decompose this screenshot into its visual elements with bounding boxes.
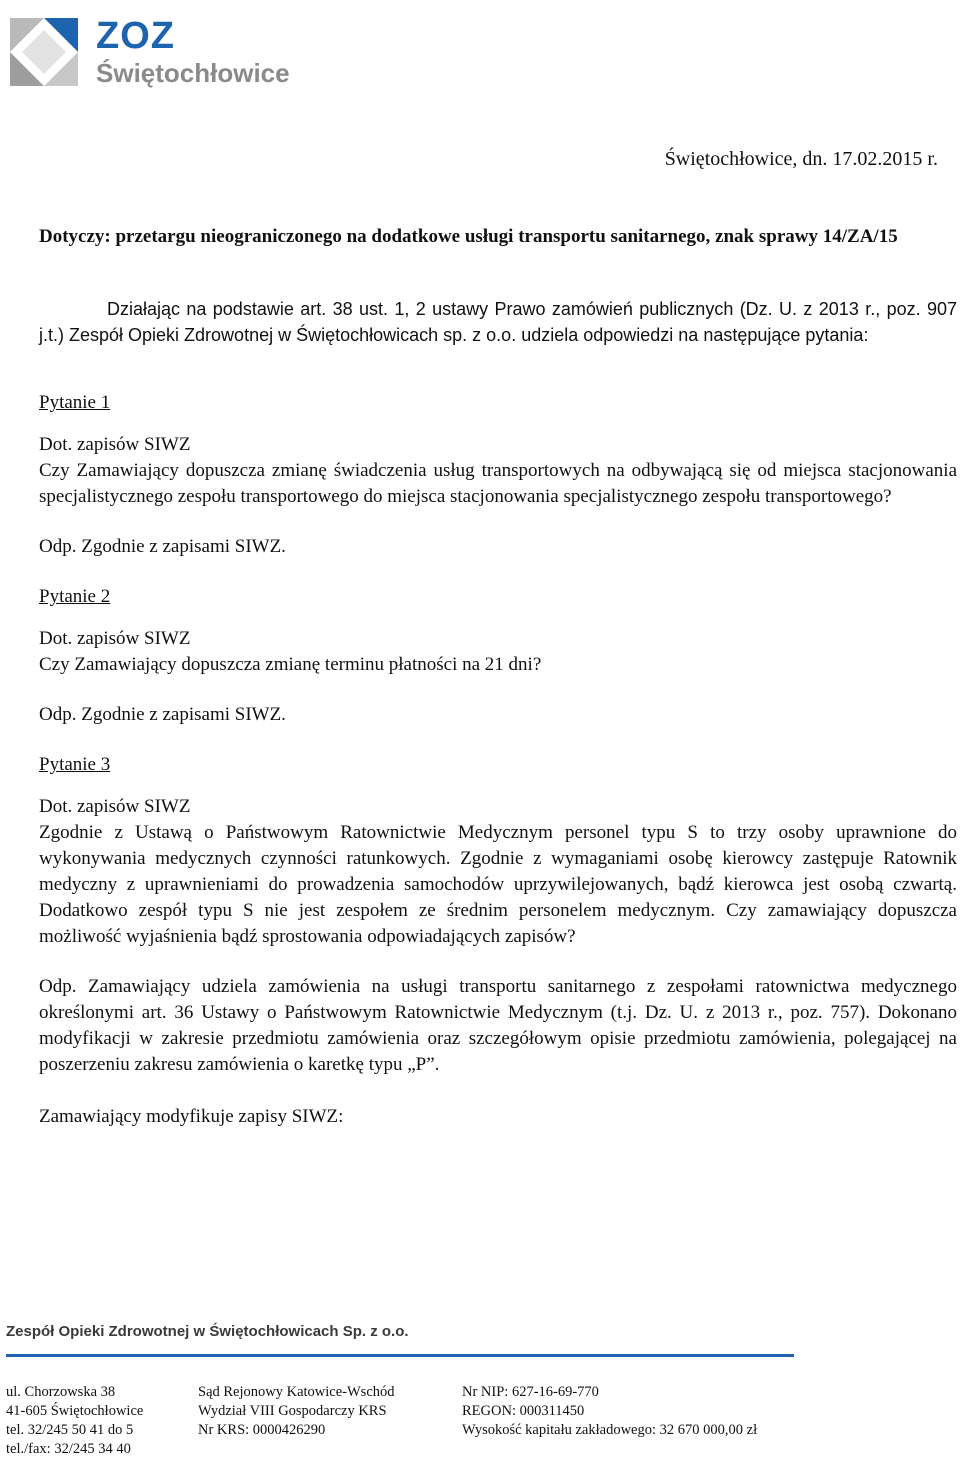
footer-registry-column: [462, 1383, 757, 1440]
question-2-ref: Dot. zapisów SIWZ: [39, 628, 191, 649]
zoz-logo-mark-icon: [6, 14, 82, 90]
footer-registry-line: REGON: 000311450: [462, 1403, 585, 1419]
question-1-title: Pytanie 1: [39, 392, 111, 413]
question-2-answer: Odp. Zgodnie z zapisami SIWZ.: [39, 704, 286, 725]
footer-court-line: Nr KRS: 0000426290: [198, 1422, 326, 1438]
footer-registry-line: Wysokość kapitału zakładowego: 32 670 000,00 zł: [462, 1422, 758, 1438]
question-2-block: [39, 626, 957, 678]
footer-divider: [6, 1354, 794, 1357]
footer-court-line: Wydział VIII Gospodarczy KRS: [198, 1403, 387, 1419]
document-body: [39, 224, 957, 1130]
question-1-text: Czy Zamawiający dopuszcza zmianę świadczenia usług transportowych na odbywającą się od miejsca stacjonowania specjalistycznego zespołu transportowego do miejsca stacjonowania specjalistycznego zespołu transportowego?: [39, 460, 957, 507]
question-1-ref: Dot. zapisów SIWZ: [39, 434, 191, 455]
footer-address-line: tel. 32/245 50 41 do 5: [6, 1422, 134, 1438]
footer-company-name: Zespół Opieki Zdrowotnej w Świętochłowicach Sp. z o.o.: [6, 1323, 409, 1340]
logo-title: ZOZ: [96, 15, 175, 57]
zoz-logo: [6, 12, 296, 92]
subject-line: Dotyczy: przetargu nieograniczonego na dodatkowe usługi transportu sanitarnego, znak sprawy 14/ZA/15: [39, 226, 898, 247]
intro-paragraph: Działając na podstawie art. 38 ust. 1, 2 ustawy Prawo zamówień publicznych (Dz. U. z 2013 r., poz. 907 j.t.) Zespół Opieki Zdrowotnej w Świętochłowicach sp. z o.o. udziela odpowiedzi na następujące pytania:: [39, 299, 957, 345]
footer-address-column: [6, 1383, 143, 1459]
question-3-title: Pytanie 3: [39, 754, 111, 775]
logo-subtitle: Świętochłowice: [96, 58, 290, 88]
document-date: Świętochłowice, dn. 17.02.2015 r.: [664, 148, 938, 170]
footer-address-line: tel./fax: 32/245 34 40: [6, 1441, 131, 1457]
question-2-text: Czy Zamawiający dopuszcza zmianę terminu płatności na 21 dni?: [39, 654, 542, 675]
question-3-ref: Dot. zapisów SIWZ: [39, 796, 191, 817]
question-2-title: Pytanie 2: [39, 586, 111, 607]
question-1-answer: Odp. Zgodnie z zapisami SIWZ.: [39, 536, 286, 557]
question-3-text: Zgodnie z Ustawą o Państwowym Ratownictwie Medycznym personel typu S to trzy osoby uprawnione do wykonywania medycznych czynności ratunkowych. Zgodnie z wymaganiami osobę kierowcy zastępuje Ratownik medyczny z uprawnieniami do prowadzenia samochodów uprzywilejowanych, bądź kierowca jest osobą czwartą. Dodatkowo zespół typu S nie jest zespołem ze średnim personelem medycznym. Czy zamawiający dopuszcza możliwość wyjaśnienia bądź sprostowania odpowiadających zapisów?: [39, 822, 957, 947]
footer-court-column: [198, 1383, 395, 1440]
footer-court-line: Sąd Rejonowy Katowice-Wschód: [198, 1384, 395, 1400]
question-3-block: [39, 794, 957, 950]
footer-address-line: ul. Chorzowska 38: [6, 1384, 116, 1400]
modification-statement: Zamawiający modyfikuje zapisy SIWZ:: [39, 1106, 344, 1127]
footer-registry-line: Nr NIP: 627-16-69-770: [462, 1384, 599, 1400]
footer-address-line: 41-605 Świętochłowice: [6, 1403, 144, 1419]
question-3-answer: Odp. Zamawiający udziela zamówienia na usługi transportu sanitarnego z zespołami ratownictwa medycznego określonymi art. 36 Ustawy o Państwowym Ratownictwie Medycznym (t.j. Dz. U. z 2013 r., poz. 757). Dokonano modyfikacji w zakresie przedmiotu zamówienia oraz szczegółowym opisie przedmiotu zamówienia, polegającej na poszerzeniu zakresu zamówienia o karetkę typu „P”.: [39, 976, 957, 1075]
question-1-block: [39, 432, 957, 510]
